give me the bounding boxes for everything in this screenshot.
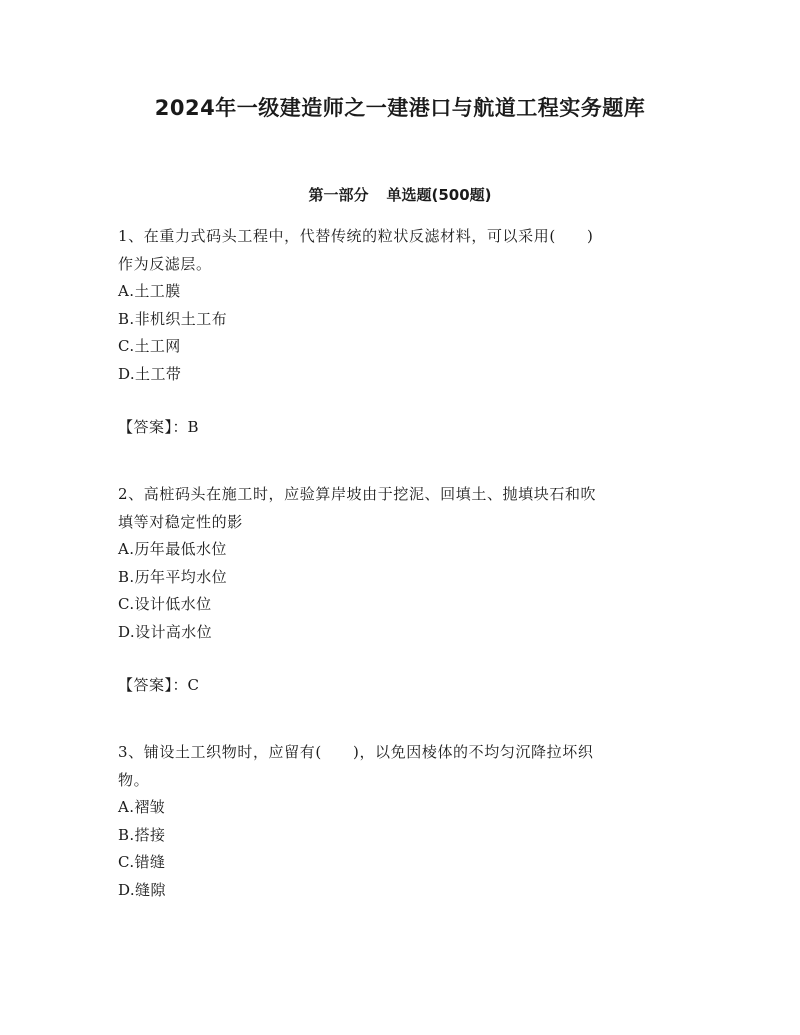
answer-value: C [187,676,200,694]
option-d: D.土工带 [118,364,182,383]
option-c: C.设计低水位 [118,595,212,613]
answer-separator: ： [172,676,188,694]
question-stem-line: 填等对稳定性的影 [118,512,243,531]
option-c: C.错缝 [118,853,166,871]
section-heading [0,184,800,205]
option-d: D.缝隙 [118,880,166,899]
question-3 [118,739,688,904]
option-a: A.褶皱 [118,798,166,816]
question-stem-line: 作为反滤层。 [118,254,212,273]
option-c: C.土工网 [118,337,181,355]
answer-1 [118,414,199,441]
answer-2 [118,672,199,699]
answer-separator: ： [172,418,188,436]
answer-label: 【答案】 [118,676,173,694]
question-stem-line: 1、在重力式码头工程中，代替传统的粒状反滤材料，可以采用( ) [118,227,594,245]
section-part: 第一部分 [308,186,369,204]
option-d: D.设计高水位 [118,622,213,641]
option-b: B.搭接 [118,825,166,844]
option-a: A.历年最低水位 [118,540,227,558]
option-b: B.历年平均水位 [118,567,227,586]
answer-label: 【答案】 [118,418,173,436]
question-stem-line: 物。 [118,770,150,789]
question-2 [118,481,688,646]
question-stem-line: 2、高桩码头在施工时，应验算岸坡由于挖泥、回填土、抛填块石和吹 [118,485,597,503]
question-stem-line: 3、铺设土工织物时，应留有( )，以免因棱体的不均匀沉降拉坏织 [118,743,594,761]
answer-value: B [187,418,199,436]
option-a: A.土工膜 [118,282,181,300]
question-1 [118,223,688,388]
option-b: B.非机织土工布 [118,309,227,328]
section-name: 单选题(500题) [386,186,492,204]
document-title: 2024年一级建造师之一建港口与航道工程实务题库 [154,96,646,120]
